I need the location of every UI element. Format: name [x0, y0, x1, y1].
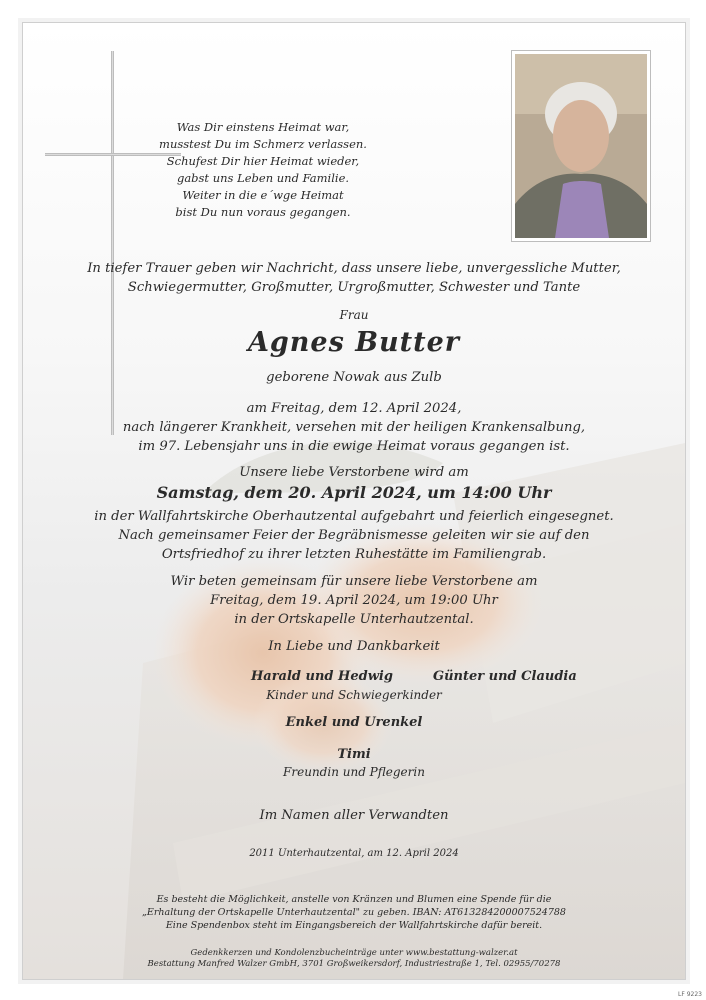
child-pair-1: Harald und Hedwig — [251, 669, 393, 684]
child-pair-2: Günter und Claudia — [433, 669, 577, 684]
prayer: Wir beten gemeinsam für unsere liebe Verstorbene am Freitag, dem 19. April 2024, um 19:00 Uhr in der Ortskapelle Unterhautzental. — [170, 574, 538, 627]
funeral-details: in der Wallfahrtskirche Oberhautzental aufgebahrt und feierlich eingesegnet. Nach gemeinsamer Feier der Begräbnismesse geleiten wir sie auf den Ortsfriedhof zu ihrer letzten Ruhestätte im Familiengrab. — [94, 509, 614, 562]
poem-line: Was Dir einstens Heimat war, — [176, 120, 350, 134]
salutation: Frau — [339, 308, 369, 322]
birth-name: geborene Nowak aus Zulb — [266, 370, 442, 385]
children-label: Kinder und Schwiegerkinder — [266, 688, 442, 702]
donation-note: Es besteht die Möglichkeit, anstelle von Kränzen und Blumen eine Spende für die „Erhaltung der Ortskapelle Unterhautzental" zu geben. IBAN: AT613284200007524788 Eine Spendenbox steht im Eingangsbereich der Wallfahrtskirche dafür bereit. — [142, 894, 566, 931]
portrait-photo — [511, 50, 651, 242]
footer: Gedenkkerzen und Kondolenzbucheinträge unter www.bestattung-walzer.at Bestattung Manfred Walzer GmbH, 3701 Großweikersdorf, Industriestraße 1, Tel. 02955/70278 — [147, 948, 561, 969]
friend-name: Timi — [337, 747, 371, 762]
poem-line: musstest Du im Schmerz verlassen. — [159, 137, 367, 151]
document-code: LF 9223 — [678, 991, 702, 998]
poem — [143, 119, 383, 221]
grandchildren: Enkel und Urenkel — [285, 715, 423, 730]
funeral-intro: Unsere liebe Verstorbene wird am — [239, 465, 469, 480]
friend-label: Freundin und Pflegerin — [283, 765, 425, 779]
obituary-card — [22, 22, 686, 980]
poem-line: Schufest Dir hier Heimat wieder, — [166, 154, 360, 168]
relatives: Im Namen aller Verwandten — [259, 808, 449, 823]
love-line: In Liebe und Dankbarkeit — [268, 639, 440, 654]
deceased-name: Agnes Butter — [247, 327, 461, 358]
intro: In tiefer Trauer geben wir Nachricht, dass unsere liebe, unvergessliche Mutter, Schwiegermutter, Großmutter, Urgroßmutter, Schwester und Tante — [87, 261, 621, 295]
poem-line: gabst uns Leben und Familie. — [176, 171, 350, 185]
poem-line: bist Du nun voraus gegangen. — [175, 205, 351, 219]
poem-line: Weiter in die e´wge Heimat — [182, 188, 344, 202]
place-date: 2011 Unterhautzental, am 12. April 2024 — [249, 848, 459, 859]
death-notice: am Freitag, dem 12. April 2024, nach längerer Krankheit, versehen mit der heiligen Krankensalbung, im 97. Lebensjahr uns in die ewige Heimat voraus gegangen ist. — [122, 401, 586, 454]
funeral-date: Samstag, dem 20. April 2024, um 14:00 Uhr — [156, 483, 552, 502]
